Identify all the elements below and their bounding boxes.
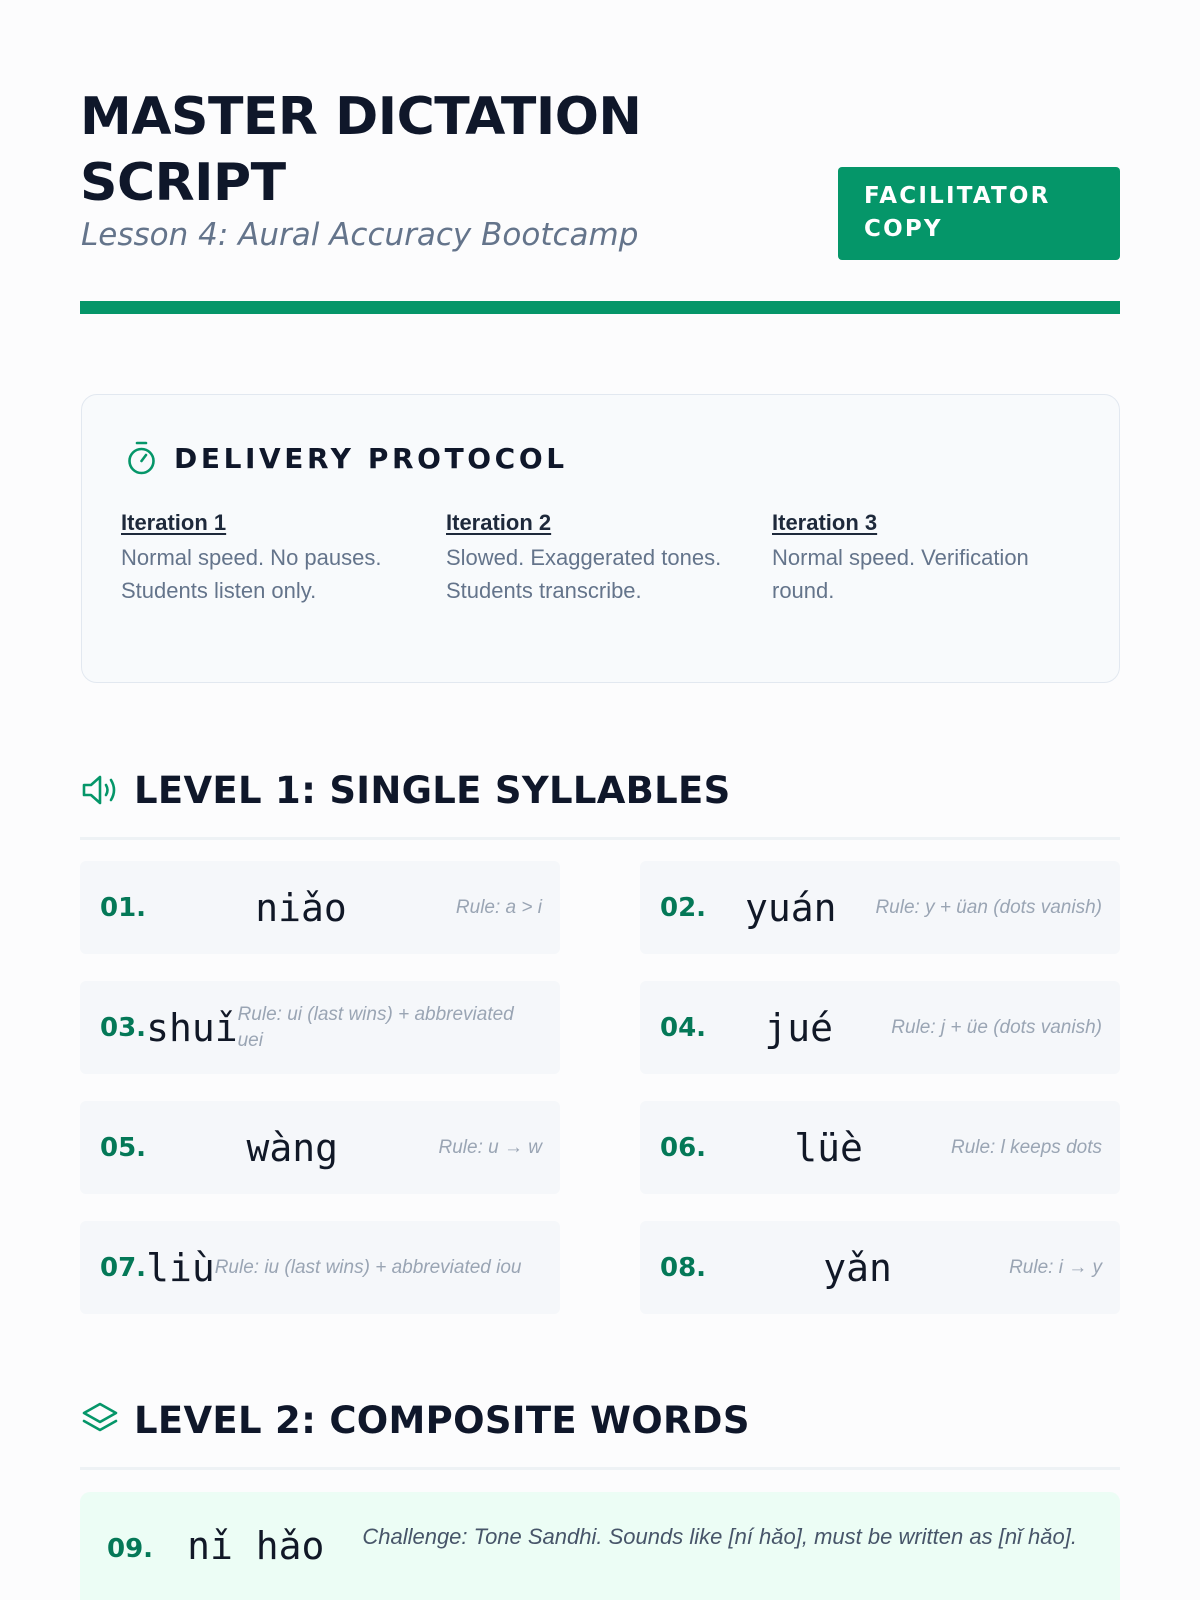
delivery-protocol-card bbox=[81, 394, 1120, 683]
item-number: 06. bbox=[660, 1132, 707, 1163]
dictation-item bbox=[640, 861, 1120, 954]
item-rule: Rule: iu (last wins) + abbreviated iou bbox=[214, 1256, 522, 1278]
composite-word-item bbox=[80, 1492, 1120, 1600]
section-divider bbox=[80, 1467, 1120, 1470]
item-number: 02. bbox=[660, 892, 707, 923]
item-pinyin: shuǐ bbox=[146, 1005, 238, 1050]
item-number: 03. bbox=[100, 1012, 147, 1043]
iteration-text: Slowed. Exaggerated tones. Students transcribe. bbox=[446, 545, 722, 603]
level-2-title: LEVEL 2: COMPOSITE WORDS bbox=[134, 1398, 750, 1442]
item-pinyin: lüè bbox=[794, 1125, 863, 1170]
iteration-text: Normal speed. Verification round. bbox=[772, 545, 1029, 603]
item-number: 01. bbox=[100, 892, 147, 923]
layers-icon bbox=[80, 1400, 120, 1440]
page-title: MASTER DICTATION SCRIPT bbox=[80, 87, 642, 213]
level-2-section-header bbox=[80, 1392, 1120, 1448]
page-header bbox=[80, 84, 1120, 314]
item-number: 08. bbox=[660, 1252, 707, 1283]
item-number: 07. bbox=[100, 1252, 147, 1283]
iteration-label: Iteration 1 bbox=[121, 510, 227, 535]
dictation-item bbox=[80, 1101, 560, 1194]
level-1-title: LEVEL 1: SINGLE SYLLABLES bbox=[134, 768, 731, 812]
level-1-section-header bbox=[80, 762, 1120, 818]
dictation-item bbox=[80, 1221, 560, 1314]
protocol-title: DELIVERY PROTOCOL bbox=[174, 441, 568, 475]
item-challenge: Challenge: Tone Sandhi. Sounds like [ní hǎo], must be written as [nǐ hǎo]. bbox=[362, 1524, 1077, 1549]
dictation-item bbox=[640, 1101, 1120, 1194]
section-divider bbox=[80, 837, 1120, 840]
dictation-item bbox=[80, 861, 560, 954]
page-subtitle: Lesson 4: Aural Accuracy Bootcamp bbox=[81, 217, 639, 253]
item-pinyin: yuán bbox=[745, 885, 837, 930]
item-rule: Rule: u → w bbox=[438, 1136, 542, 1158]
dictation-item bbox=[640, 1221, 1120, 1314]
item-rule: Rule: j + üe (dots vanish) bbox=[891, 1016, 1102, 1038]
iteration-text: Normal speed. No pauses. Students listen only. bbox=[121, 545, 382, 603]
facilitator-copy-badge: FACILITATOR COPY bbox=[838, 167, 1120, 260]
protocol-heading bbox=[125, 440, 568, 476]
item-rule: Rule: y + üan (dots vanish) bbox=[875, 896, 1102, 918]
item-rule: Rule: i → y bbox=[1009, 1256, 1102, 1278]
iteration-1 bbox=[121, 508, 411, 607]
item-pinyin: nǐ hǎo bbox=[187, 1524, 325, 1568]
item-rule: Rule: a > i bbox=[455, 896, 542, 918]
item-pinyin: liù bbox=[146, 1245, 215, 1290]
item-rule: Rule: ui (last wins) + abbreviated uei bbox=[237, 1003, 514, 1051]
item-pinyin: wàng bbox=[246, 1125, 339, 1170]
speaker-icon bbox=[80, 770, 120, 810]
iteration-3 bbox=[772, 508, 1062, 607]
stopwatch-icon bbox=[125, 440, 158, 476]
item-pinyin: niǎo bbox=[255, 885, 347, 930]
item-pinyin: jué bbox=[764, 1005, 833, 1050]
header-divider bbox=[80, 301, 1120, 314]
item-number: 09. bbox=[107, 1534, 154, 1564]
iteration-label: Iteration 2 bbox=[446, 510, 552, 535]
iteration-2 bbox=[446, 508, 736, 607]
dictation-item bbox=[80, 981, 560, 1074]
item-rule: Rule: l keeps dots bbox=[950, 1136, 1102, 1158]
item-pinyin: yǎn bbox=[823, 1245, 892, 1290]
item-number: 04. bbox=[660, 1012, 707, 1043]
item-number: 05. bbox=[100, 1132, 147, 1163]
dictation-item bbox=[640, 981, 1120, 1074]
iteration-label: Iteration 3 bbox=[772, 510, 878, 535]
